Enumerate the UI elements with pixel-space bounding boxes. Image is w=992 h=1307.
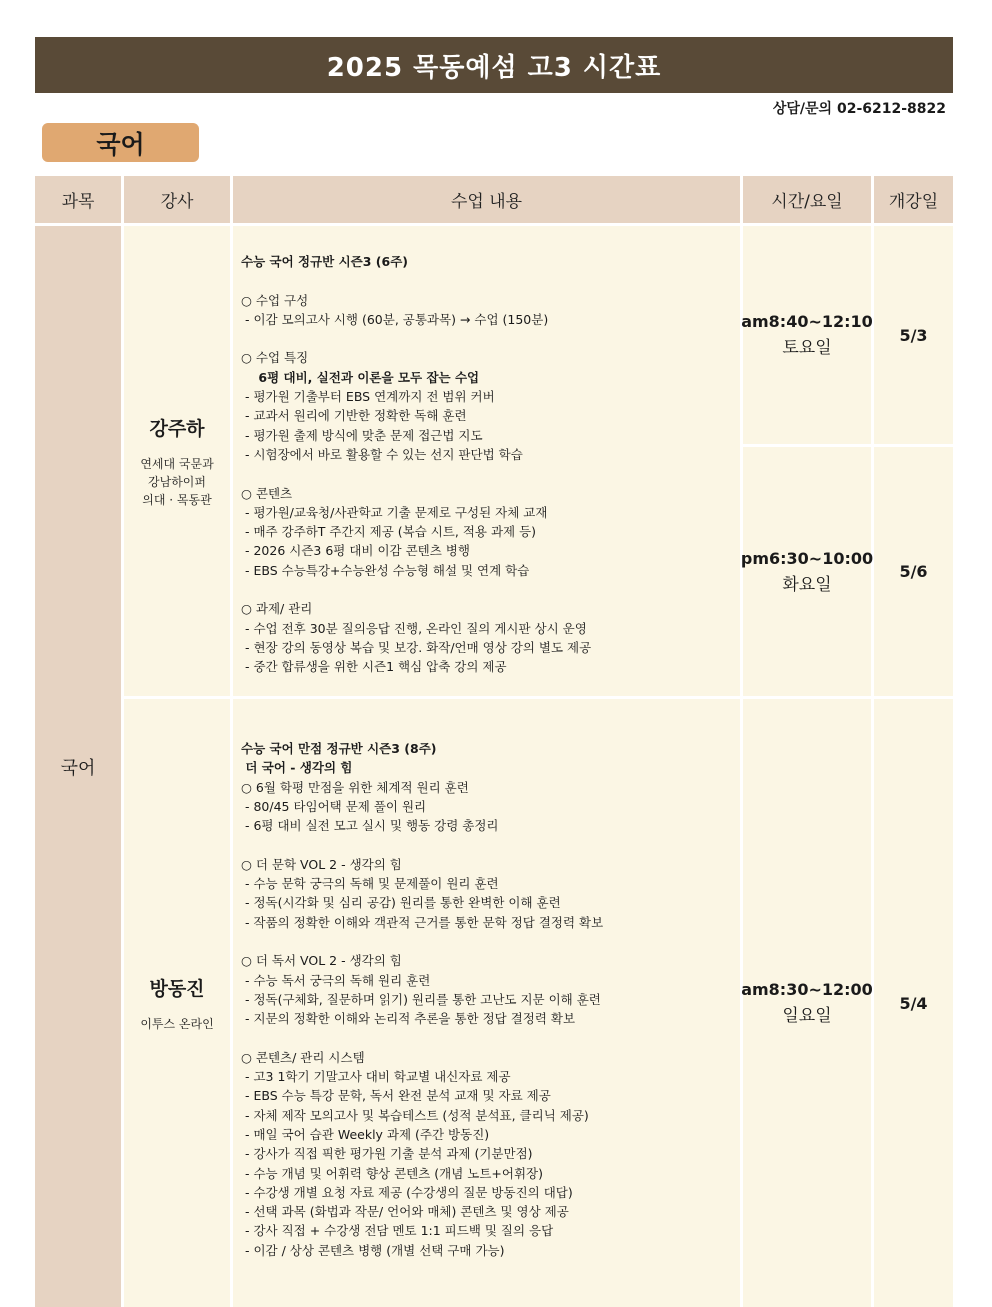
- content-line: - 평가원 기출부터 EBS 연계까지 전 범위 커버: [241, 389, 495, 405]
- session-day: 화요일: [782, 574, 832, 595]
- content-line: - EBS 수능 특강 문학, 독서 완전 분석 교재 및 자료 제공: [241, 1088, 551, 1104]
- content-line: - 이감 모의고사 시행 (60분, 공통과목) → 수업 (150분): [241, 311, 549, 327]
- teacher-desc-line: 강남하이퍼: [148, 474, 206, 489]
- teacher-name: 강주하: [149, 417, 205, 440]
- content-line: - 강사 직접 + 수강생 전담 멘토 1:1 피드백 및 질의 응답: [241, 1223, 554, 1239]
- teacher-desc-line: 이투스 온라인: [140, 1016, 214, 1031]
- content-line: - 이감 / 상상 콘텐츠 병행 (개별 선택 구매 가능): [241, 1242, 505, 1258]
- content-line: [241, 329, 740, 348]
- content-line: ○ 수업 특징: [241, 350, 309, 366]
- session-hours: pm6:30~10:00: [740, 548, 874, 568]
- content-line: ○ 더 독서 VOL 2 - 생각의 힘: [241, 953, 402, 969]
- contact-info: 상담/문의 02-6212-8822: [772, 101, 946, 117]
- content-line: ○ 수업 구성: [241, 292, 309, 308]
- content-line: [241, 932, 740, 951]
- session-hours: am8:40~12:10: [741, 312, 873, 331]
- header-start: 개강일: [874, 176, 953, 223]
- content-line: - 중간 합류생을 위한 시즌1 핵심 압축 강의 제공: [241, 659, 507, 675]
- subject-cell: 국어: [35, 226, 121, 1307]
- teacher-desc-line: 연세대 국문과: [140, 456, 214, 471]
- content-line: 수능 국어 만점 정규반 시즌3 (8주): [241, 741, 437, 756]
- content-line: [241, 271, 740, 290]
- class-content-2: [233, 699, 740, 1307]
- header-content: 수업 내용: [233, 176, 740, 223]
- content-line: - 작품의 정확한 이해와 객관적 근거를 통한 문학 정답 결정력 확보: [241, 914, 604, 930]
- content-line: - 수강생 개별 요청 자료 제공 (수강생의 질문 방동진의 대답): [241, 1184, 573, 1200]
- session-start-3: 5/4: [874, 699, 953, 1307]
- teacher-cell-1: [124, 226, 230, 696]
- content-line: - 매주 강주하T 주간지 제공 (복습 시트, 적용 과제 등): [241, 524, 537, 540]
- content-line: - 수능 독서 궁극의 독해 원리 훈련: [241, 972, 431, 988]
- content-line: - 평가원 출제 방식에 맞춘 문제 접근법 지도: [241, 427, 483, 443]
- content-line: - 자체 제작 모의고사 및 복습테스트 (성적 분석표, 클리닉 제공): [241, 1107, 589, 1123]
- content-line: - 교과서 원리에 기반한 정확한 독해 훈련: [241, 408, 467, 424]
- teacher-name: 방동진: [149, 977, 205, 1000]
- content-line: ○ 더 문학 VOL 2 - 생각의 힘: [241, 856, 402, 872]
- subject-badge: 국어: [42, 123, 199, 162]
- content-line: ○ 콘텐츠/ 관리 시스템: [241, 1049, 365, 1065]
- teacher-cell-2: [124, 699, 230, 1307]
- session-day: 일요일: [782, 1006, 832, 1026]
- content-line: - 고3 1학기 기말고사 대비 학교별 내신자료 제공: [241, 1069, 511, 1085]
- content-line: - 2026 시즌3 6평 대비 이감 콘텐츠 병행: [241, 543, 470, 559]
- content-line: - 수능 문학 궁극의 독해 및 문제풀이 원리 훈련: [241, 876, 499, 892]
- content-line: [241, 580, 740, 599]
- content-line: - 수능 개념 및 어휘력 향상 콘텐츠 (개념 노트+어휘장): [241, 1165, 543, 1181]
- content-line: ○ 콘텐츠: [241, 485, 293, 501]
- content-line: ○ 과제/ 관리: [241, 601, 313, 617]
- teacher-desc: [140, 455, 213, 509]
- session-time-3: [743, 699, 871, 1307]
- content-line: - 평가원/교육청/사관학교 기출 문제로 구성된 자체 교재: [241, 504, 548, 520]
- content-line: - 정독(시각화 및 심리 공감) 원리를 통한 완벽한 이해 훈련: [241, 895, 561, 911]
- content-line: ○ 6월 학평 만점을 위한 체계적 원리 훈련: [241, 779, 469, 795]
- session-time-1: [743, 226, 871, 444]
- content-line: 더 국어 - 생각의 힘: [241, 760, 353, 776]
- teacher-desc: [140, 1015, 213, 1033]
- content-line: [241, 835, 740, 854]
- session-day: 토요일: [782, 338, 832, 358]
- header-time: 시간/요일: [743, 176, 871, 223]
- session-start-2: 5/6: [874, 447, 953, 696]
- session-hours: am8:30~12:00: [741, 980, 873, 999]
- page-title: 2025 목동예섬 고3 시간표: [35, 37, 953, 93]
- content-line: - 수업 전후 30분 질의응답 진행, 온라인 질의 게시판 상시 운영: [241, 620, 587, 636]
- content-line: - 지문의 정확한 이해와 논리적 추론을 통한 정답 결정력 확보: [241, 1011, 576, 1027]
- content-line: - 6평 대비 실전 모고 실시 및 행동 강령 총정리: [241, 818, 499, 834]
- content-line: - 시험장에서 바로 활용할 수 있는 선지 판단법 학습: [241, 446, 523, 462]
- content-line: - 매일 국어 습관 Weekly 과제 (주간 방동진): [241, 1126, 490, 1142]
- session-time-2: [740, 447, 874, 696]
- header-subject: 과목: [35, 176, 121, 223]
- content-line: - 선택 과목 (화법과 작문/ 언어와 매체) 콘텐츠 및 영상 제공: [241, 1204, 569, 1220]
- content-line: - 현장 강의 동영상 복습 및 보강. 화작/언매 영상 강의 별도 제공: [241, 639, 592, 655]
- content-line: - 강사가 직접 픽한 평가원 기출 분석 과제 (기분만점): [241, 1146, 533, 1162]
- content-line: - 정독(구체화, 질문하며 읽기) 원리를 통한 고난도 지문 이해 훈련: [241, 991, 601, 1007]
- header-teacher: 강사: [124, 176, 230, 223]
- content-line: - 80/45 타임어택 문제 풀이 원리: [241, 798, 427, 814]
- content-line: [241, 464, 740, 483]
- content-line: [241, 1028, 740, 1047]
- content-line: - EBS 수능특강+수능완성 수능형 해설 및 연계 학습: [241, 562, 530, 578]
- teacher-desc-line: 의대 · 목동관: [142, 492, 212, 507]
- content-line: 6평 대비, 실전과 이론을 모두 잡는 수업: [241, 369, 480, 385]
- class-content-1: [233, 226, 740, 696]
- session-start-1: 5/3: [874, 226, 953, 444]
- content-line: 수능 국어 정규반 시즌3 (6주): [241, 254, 408, 269]
